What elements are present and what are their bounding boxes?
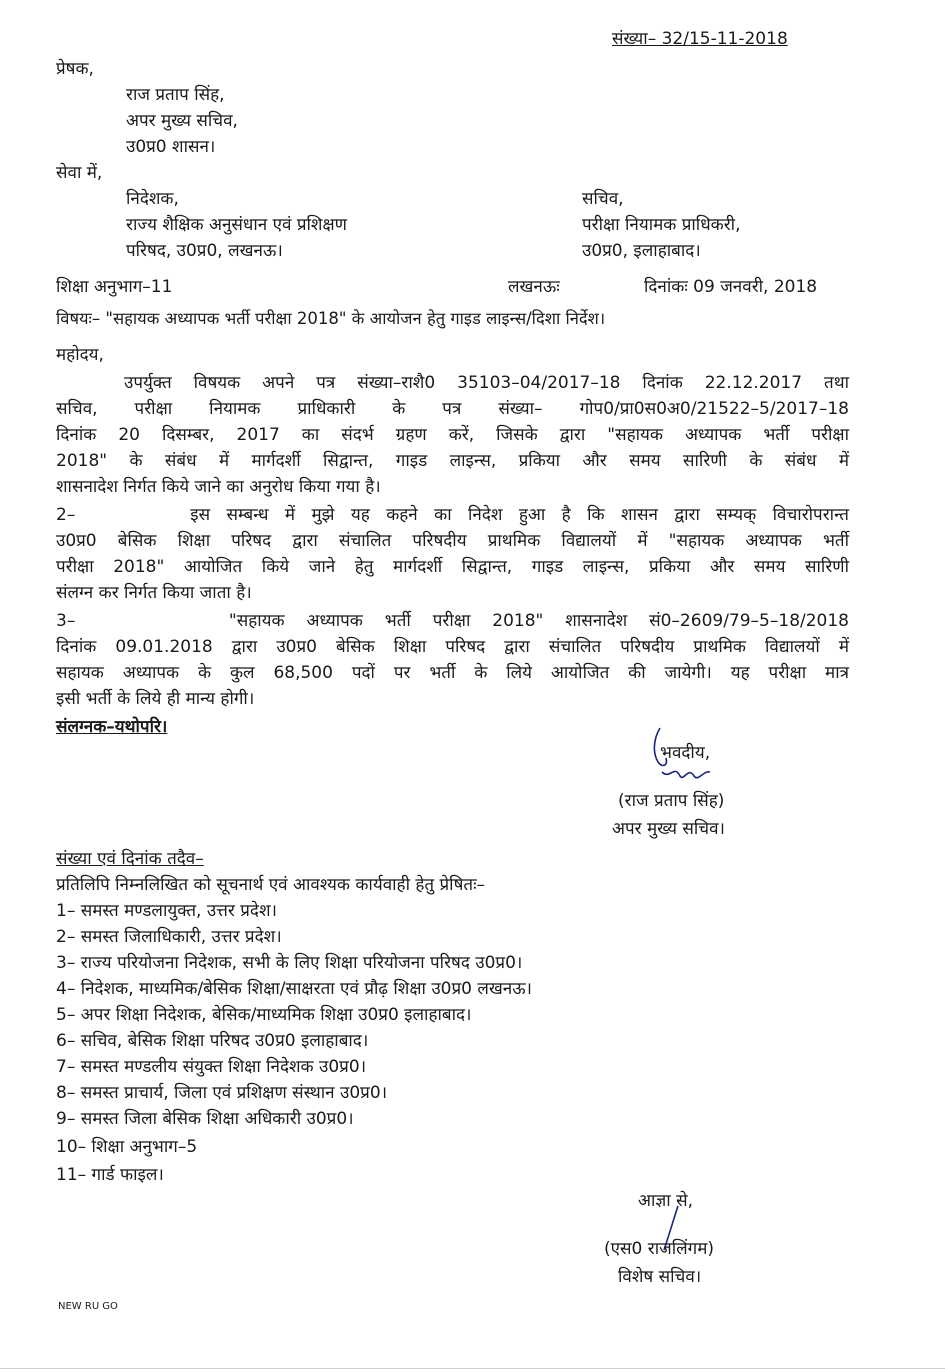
para1-line5: शासनादेश निर्गत किये जाने का अनुरोध किया गया है।: [56, 477, 381, 497]
para1-line4: 2018" के संबंध में मार्गदर्शी सिद्वान्त, गाइड लाइन्स, प्रकिया और समय सारिणी के संबंध में: [56, 451, 849, 471]
para2-line4: संलग्न कर निर्गत किया जाता है।: [56, 583, 252, 603]
copy-list-item: 11– गार्ड फाइल।: [56, 1165, 164, 1185]
para3-line3: सहायक अध्यापक के कुल 68,500 पदों पर भर्ती के लिये आयोजित की जायेगी। यह परीक्षा मात्र: [56, 663, 849, 683]
recipient-left-line1: निदेशक,: [126, 189, 179, 209]
copy-intro: प्रतिलिपि निम्नलिखित को सूचनार्थ एवं आवश्यक कार्यवाही हेतु प्रेषितः–: [56, 875, 486, 895]
copy-list-item: 10– शिक्षा अनुभाग–5: [56, 1137, 198, 1157]
sender-label: प्रेषक,: [56, 59, 94, 79]
recipient-right-line3: उ0प्र0, इलाहाबाद।: [582, 241, 701, 261]
para2-line3: परीक्षा 2018" आयोजित किये जाने हेतु मार्गदर्शी सिद्वान्त, गाइड लाइन्स, प्रकिया और समय सारिणी: [56, 557, 849, 577]
footer-code: NEW RU GO: [58, 1301, 118, 1312]
para3-line1: 3– "सहायक अध्यापक भर्ती परीक्षा 2018" शासनादेश सं0–2609/79–5–18/2018: [56, 611, 849, 631]
page-bottom-edge: [0, 1368, 945, 1369]
subject-line: विषयः– "सहायक अध्यापक भर्ती परीक्षा 2018" के आयोजन हेतु गाइड लाइन्स/दिशा निर्देश।: [56, 309, 606, 328]
reference-number: संख्या– 32/15-11-2018: [612, 29, 788, 49]
signatory-2-designation: विशेष सचिव।: [618, 1267, 702, 1287]
copy-heading: संख्या एवं दिनांक तदैव–: [56, 849, 204, 869]
signatory-1-designation: अपर मुख्य सचिव।: [612, 819, 725, 839]
para3-line4: इसी भर्ती के लिये ही मान्य होगी।: [56, 689, 255, 709]
letter-date: दिनांकः 09 जनवरी, 2018: [644, 277, 818, 297]
para2-line2: उ0प्र0 बेसिक शिक्षा परिषद द्वारा संचालित परिषदीय प्राथमिक विद्यालयों में "सहायक अध्यापक भर्ती: [56, 531, 849, 551]
enclosure-note: संलग्नक–यथोपरि।: [56, 717, 168, 737]
closing-2: आज्ञा से,: [638, 1191, 693, 1211]
sender-office: उ0प्र0 शासन।: [126, 137, 216, 157]
recipient-left-line2: राज्य शैक्षिक अनुसंधान एवं प्रशिक्षण: [126, 215, 347, 235]
signatory-1-name: (राज प्रताप सिंह): [618, 791, 725, 811]
copy-list-item: 2– समस्त जिलाधिकारी, उत्तर प्रदेश।: [56, 927, 282, 947]
para1-line2: सचिव, परीक्षा नियामक प्राधिकारी के पत्र संख्या– गोप0/प्रा0स0अ0/21522–5/2017–18: [56, 399, 849, 419]
recipient-left-line3: परिषद, उ0प्र0, लखनऊ।: [126, 241, 283, 261]
para1-line1: उपर्युक्त विषयक अपने पत्र संख्या–राशै0 35103–04/2017–18 दिनांक 22.12.2017 तथा: [124, 373, 849, 393]
place: लखनऊः: [508, 277, 560, 297]
copy-list-item: 6– सचिव, बेसिक शिक्षा परिषद उ0प्र0 इलाहाबाद।: [56, 1031, 369, 1051]
recipient-right-line1: सचिव,: [582, 189, 624, 209]
section-name: शिक्षा अनुभाग–11: [56, 277, 173, 297]
recipient-right-line2: परीक्षा नियामक प्राधिकरी,: [582, 215, 741, 235]
copy-list-item: 1– समस्त मण्डलायुक्त, उत्तर प्रदेश।: [56, 901, 277, 921]
signature-1: [648, 722, 718, 788]
sender-name: राज प्रताप सिंह,: [126, 85, 225, 105]
copy-list-item: 9– समस्त जिला बेसिक शिक्षा अधिकारी उ0प्र0।: [56, 1109, 354, 1129]
copy-list-item: 7– समस्त मण्डलीय संयुक्त शिक्षा निदेशक उ0प्र0।: [56, 1057, 367, 1077]
para3-line2: दिनांक 09.01.2018 द्वारा उ0प्र0 बेसिक शिक्षा परिषद द्वारा संचालित परिषदीय प्राथमिक विद्यालयों में: [56, 637, 849, 657]
closing-1: भवदीय,: [660, 743, 711, 763]
signatory-2-name: (एस0 राजलिंगम): [604, 1239, 715, 1259]
copy-list-item: 3– राज्य परियोजना निदेशक, सभी के लिए शिक्षा परियोजना परिषद उ0प्र0।: [56, 953, 523, 973]
sender-designation: अपर मुख्य सचिव,: [126, 111, 238, 131]
para2-line1: 2– इस सम्बन्ध में मुझे यह कहने का निदेश हुआ है कि शासन द्वारा सम्यक् विचारोपरान्त: [56, 505, 849, 525]
copy-list-item: 4– निदेशक, माध्यमिक/बेसिक शिक्षा/साक्षरता एवं प्रौढ़ शिक्षा उ0प्र0 लखनऊ।: [56, 979, 533, 999]
copy-list-item: 8– समस्त प्राचार्य, जिला एवं प्रशिक्षण संस्थान उ0प्र0।: [56, 1083, 388, 1103]
salutation: महोदय,: [56, 345, 104, 365]
copy-list-item: 5– अपर शिक्षा निदेशक, बेसिक/माध्यमिक शिक्षा उ0प्र0 इलाहाबाद।: [56, 1005, 472, 1025]
to-label: सेवा में,: [56, 163, 103, 183]
para1-line3: दिनांक 20 दिसम्बर, 2017 का संदर्भ ग्रहण करें, जिसके द्वारा "सहायक अध्यापक भर्ती परीक्षा: [56, 425, 849, 445]
